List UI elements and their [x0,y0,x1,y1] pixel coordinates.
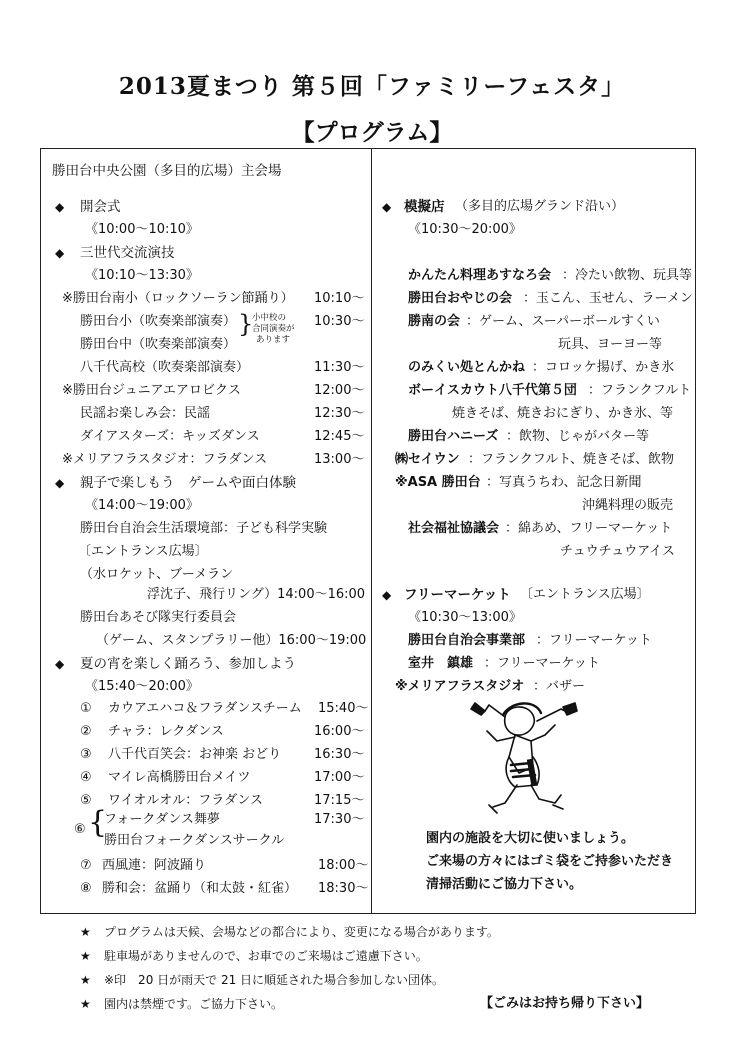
list-item-time: 12:30～ [314,406,365,421]
row-number: ② [80,724,92,739]
list-item-name: 八千代百笑会：お神楽 おどり [108,747,282,762]
list-item-time: 10:30～ [314,314,365,329]
family-line: 勝田台あそび隊実行委員会 [80,610,237,625]
intergen-heading: 三世代交流演技 [80,245,175,261]
list-item-name: 八千代高校（吹奏楽部演奏） [80,360,250,375]
fleamarket-time: 《10:30～13:00》 [408,610,522,625]
stalls-heading-sub: （多目的広場グランド沿い） [455,199,625,214]
stall-org: ㈱セイウン [395,452,460,467]
list-item-name: ※勝田台南小（ロックソーラン節踊り） [62,291,294,306]
list-item-time: 17:30～ [314,812,365,827]
list-item-time: 16:00～ [314,724,365,739]
stall-items: ：写真うちわ、記念日新聞 [486,475,642,490]
row-number: ⑦ [80,858,92,873]
row-number: ⑧ [80,881,92,896]
list-item-time: 15:40～ [318,701,369,716]
family-time: 《14:00～19:00》 [85,498,199,513]
stall-org: 勝田台ハニーズ [408,429,499,444]
family-line: 〔エントランス広場〕 [78,544,208,559]
dance-heading: 夏の宵を楽しく踊ろう、参加しよう [80,656,296,672]
intergen-time: 《10:10～13:30》 [85,268,199,283]
list-item-name: フォークダンス舞夢 [104,812,220,827]
dance-time: 《15:40～20:00》 [85,679,199,694]
opening-time: 《10:00～10:10》 [85,222,199,237]
star-icon: ★ [80,997,91,1011]
diamond-icon: ◆ [55,657,65,671]
fleamarket-items: ：フリーマーケット [484,656,600,671]
list-item-name: チャラ：レクダンス [108,724,224,739]
list-item-name: マイレ高橋勝田台メイツ [108,770,251,785]
diamond-icon: ◆ [55,200,65,214]
fleamarket-org: 勝田台自治会事業部 [408,633,526,648]
fleamarket-heading-sub: 〔エントランス広場〕 [520,587,650,602]
footer-note: 【ごみはお持ち帰り下さい】 [480,996,650,1011]
fleamarket-org: ※メリアフラスタジオ [395,679,525,694]
list-item-name: ※メリアフラスタジオ：フラダンス [62,452,268,467]
venue-heading: 勝田台中央公園（多目的広場）主会場 [52,163,282,179]
list-item-time: 10:10～ [314,291,365,306]
joint-note: あります [256,335,291,345]
row-number: ⑤ [80,793,92,808]
stall-items: ：玉こん、玉せん、ラーメン [523,291,693,306]
list-item-time: 16:30～ [314,747,365,762]
stall-org: 勝田台おやじの会 [408,291,513,306]
note-text: 駐車場がありませんので、お車でのご来場はご遠慮下さい。 [104,949,428,963]
stalls-heading: 模擬店 [404,199,445,215]
family-line: 勝田台自治会生活環境部：子ども科学実験 [80,521,328,536]
list-item-time: 18:30～ [318,881,369,896]
list-item-name: 勝和会：盆踊り（和太鼓・紅雀） [102,881,298,896]
stall-org: 勝南の会 [408,314,461,329]
row-number: ④ [80,770,92,785]
dancer-illustration [445,695,595,825]
brace-icon: { [88,805,108,840]
brace-icon: } [238,310,254,338]
list-item-time: 18:00～ [318,858,369,873]
closing-line: 園内の施設を大切に使いましょう。 [426,831,635,846]
joint-note: 合同演奏が [252,324,295,334]
fleamarket-items: ：フリーマーケット [536,633,652,648]
stall-items: ：ゲーム、スーパーボールすくい [466,314,660,329]
list-item-name: カウアエハコ＆フラダンスチーム [108,701,302,716]
stall-items: 焼きそば、焼きおにぎり、かき氷、等 [452,406,674,421]
fleamarket-org: 室井 鎮雄 [408,656,474,671]
star-icon: ★ [80,949,91,963]
list-item-name: 勝田台フォークダンスサークル [104,833,285,848]
stall-items: 沖縄料理の販売 [582,498,674,513]
list-item-name: ※勝田台ジュニアエアロビクス [62,383,241,398]
stall-org: のみくい処とんかね [408,360,526,375]
stall-org: かんたん料理あすなろ会 [408,268,552,283]
list-item-time: 12:45～ [314,429,365,444]
note-text: ※印 20 日が雨天で 21 日に順延された場合参加しない団体。 [104,973,445,987]
row-number: ① [80,701,92,716]
column-divider [371,148,372,914]
joint-note: 小中校の [252,313,287,323]
page-subtitle: 【プログラム】 [291,119,453,146]
family-line: （水ロケット、ブーメラン [80,567,234,582]
diamond-icon: ◆ [382,200,392,214]
stall-items: ：飲物、じゃがバター等 [506,429,650,444]
note-text: プログラムは天候、会場などの都合により、変更になる場合があります。 [104,925,499,939]
fleamarket-items: ：バザー [533,679,586,694]
list-item-name: 民謡お楽しみ会：民謡 [80,406,211,421]
fleamarket-heading: フリーマーケット [404,587,511,603]
list-item-name: ワイオルオル：フラダンス [108,793,263,808]
stall-items: チュウチュウアイス [560,544,675,559]
diamond-icon: ◆ [55,246,65,260]
family-line: 浮沈子、飛行リング）14:00～16:00 [147,587,366,602]
list-item-name: ダイアスターズ：キッズダンス [80,429,260,444]
diamond-icon: ◆ [55,476,65,490]
list-item-name: 西風連：阿波踊り [102,858,207,873]
list-item-time: 17:15～ [314,793,365,808]
list-item-name: 勝田台中（吹奏楽部演奏） [80,337,237,352]
list-item-time: 17:00～ [314,770,365,785]
family-heading: 親子で楽しもう ゲームや面白体験 [80,475,296,491]
stall-items: 玩具、ヨーヨー等 [558,337,663,352]
stall-items: ：フランクフルト、焼きそば、飲物 [468,452,675,467]
stall-items: ：コロッケ揚げ、かき氷 [532,360,675,375]
stall-org: 社会福祉協議会 [408,521,500,536]
stall-items: ：フランクフルト [588,383,692,398]
stall-items: ：冷たい飲物、玩具等 [562,268,693,283]
diamond-icon: ◆ [382,588,392,602]
star-icon: ★ [80,925,91,939]
list-item-time: 13:00～ [314,452,365,467]
opening-heading: 開会式 [80,199,121,215]
closing-line: 清掃活動にご協力下さい。 [426,877,583,892]
stall-items: ：綿あめ、フリーマーケット [505,521,673,536]
note-text: 園内は禁煙です。ご協力下さい。 [104,997,284,1011]
list-item-time: 12:00～ [314,383,365,398]
stall-org: ※ASA 勝田台 [395,475,481,490]
page-title: 2013夏まつり 第５回「ファミリーフェスタ」 [118,73,626,100]
star-icon: ★ [80,973,91,987]
stalls-time: 《10:30～20:00》 [408,222,522,237]
list-item-time: 11:30～ [314,360,365,375]
row-number: ⑥ [74,822,86,837]
closing-line: ご来場の方々にはゴミ袋をご持参いただき [426,854,674,869]
list-item-name: 勝田台小（吹奏楽部演奏） [80,314,237,329]
family-line: （ゲーム、スタンプラリー他）16:00～19:00 [96,633,367,648]
row-number: ③ [80,747,92,762]
stall-org: ボーイスカウト八千代第５団 [408,383,577,398]
